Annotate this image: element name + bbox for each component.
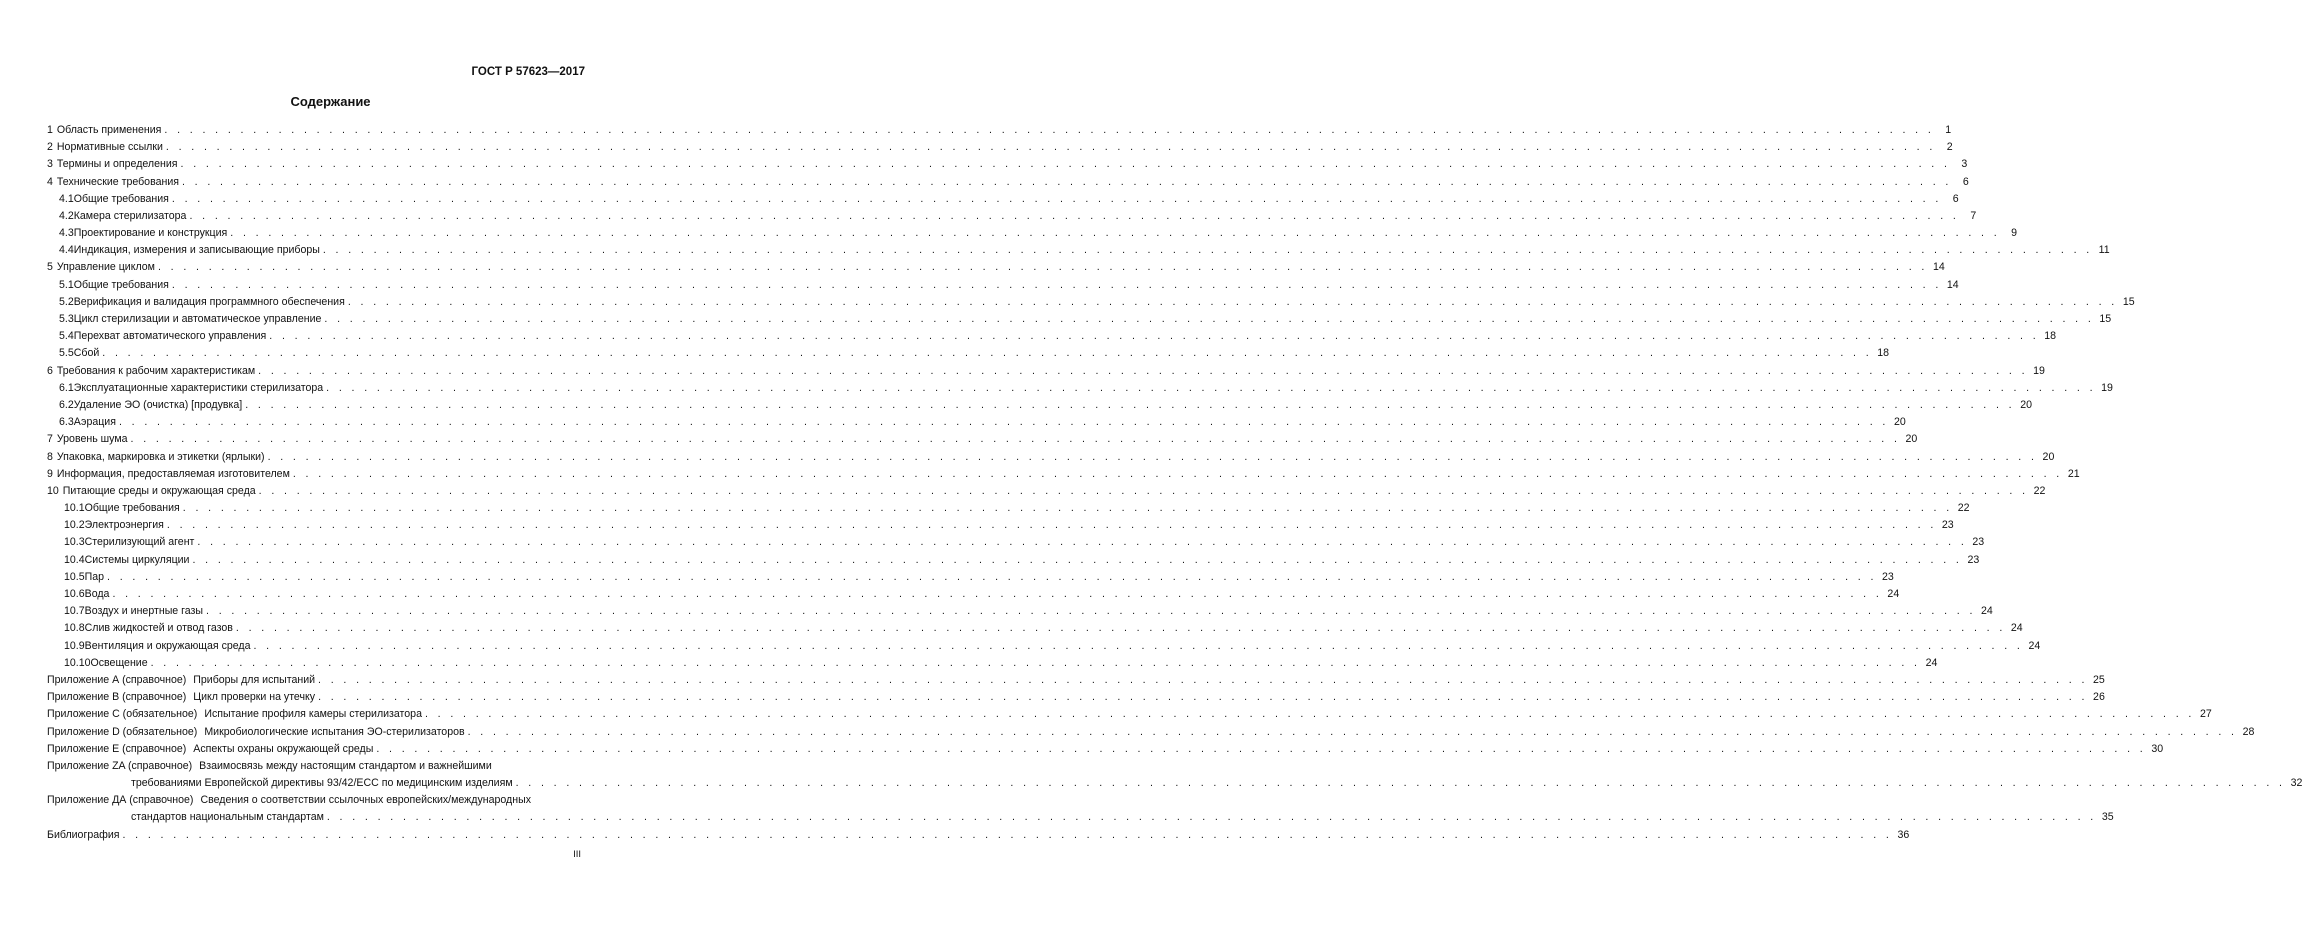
- toc-entry-title: Перехват автоматического управления: [73, 330, 267, 343]
- toc-entry-title: Слив жидкостей и отвод газов: [84, 622, 233, 635]
- toc-entry-number: 5.2: [59, 295, 74, 308]
- toc-entry-page: 6: [1962, 175, 1969, 188]
- toc-leader-dots: [269, 328, 2039, 345]
- toc-leader-dots: [151, 655, 1921, 672]
- toc-entry[interactable]: [47, 655, 1938, 672]
- toc-entry-number: 8: [47, 450, 53, 463]
- toc-entry[interactable]: [47, 672, 2105, 689]
- toc-entry-page: 22: [1957, 502, 1970, 515]
- toc-entry-title: Системы циркуляции: [84, 553, 190, 566]
- toc-leader-dots: [158, 259, 1928, 276]
- toc-entry-page: 1: [1945, 123, 1952, 136]
- toc-entry-page: 14: [1946, 278, 1959, 291]
- toc-entry[interactable]: [47, 517, 1954, 534]
- toc-entry-number: 10.7: [64, 605, 85, 618]
- toc-entry-title: Информация, предоставляемая изготовителем: [56, 467, 290, 480]
- toc-entry-title: Сведения о соответствии ссылочных европейских/международных: [200, 794, 531, 807]
- toc-entry[interactable]: [47, 174, 1969, 191]
- toc-entry-number: 10.6: [64, 588, 85, 601]
- toc-entry-page: 19: [2101, 381, 2113, 394]
- toc-entry-page: 24: [1925, 656, 1938, 669]
- toc-entry-number: Приложение ZA (справочное): [47, 759, 193, 772]
- toc-leader-dots: [183, 500, 1953, 517]
- toc-entry-title: Электроэнергия: [84, 519, 164, 532]
- toc-leader-dots: [425, 706, 2195, 723]
- toc-entry-page: 22: [2033, 484, 2046, 497]
- toc-leader-dots: [327, 809, 2097, 826]
- toc-entry-title: Уровень шума: [56, 433, 128, 446]
- toc-entry-page: 24: [1981, 605, 1993, 618]
- toc-entry[interactable]: [47, 139, 1953, 156]
- toc-entry[interactable]: [47, 689, 2105, 706]
- toc-entry-number: Приложение D (обязательное): [47, 725, 198, 738]
- toc-entry-title: Термины и определения: [56, 158, 178, 171]
- toc-entry-page: 20: [2020, 398, 2033, 411]
- toc-leader-dots: [197, 534, 1967, 551]
- toc-entry-title: Индикация, измерения и записывающие приборы: [73, 244, 320, 257]
- toc-entry-page: 32: [2290, 777, 2302, 790]
- toc-entry-annex-da[interactable]: [47, 792, 2114, 826]
- toc-entry[interactable]: [47, 363, 2045, 380]
- toc-leader-dots: [268, 449, 2038, 466]
- toc-entry-title: Воздух и инертные газы: [84, 605, 204, 618]
- toc-entry-number: 10.10: [64, 656, 91, 669]
- toc-entry-number: Приложение ДА (справочное): [47, 794, 194, 807]
- toc-entry-title: Технические требования: [56, 175, 179, 188]
- toc-entry-number: 10.8: [64, 622, 85, 635]
- toc-entry-number: Приложение А (справочное): [47, 673, 187, 686]
- toc-entry-number: 10.4: [64, 553, 85, 566]
- toc-entry-number: 4.3: [59, 227, 74, 240]
- toc-leader-dots: [376, 741, 2146, 758]
- toc-entry-page: 18: [2044, 330, 2057, 343]
- toc-entry-number: Приложение Е (справочное): [47, 742, 187, 755]
- toc-entry-title: Освещение: [90, 656, 148, 669]
- toc-leader-dots: [112, 586, 1882, 603]
- toc-entry-number: 5.1: [59, 278, 74, 291]
- toc-entry-number: 5.3: [59, 313, 74, 326]
- toc-entry-title: Цикл стерилизации и автоматическое управление: [73, 313, 322, 326]
- toc-leader-dots: [230, 225, 2000, 242]
- toc-entry-title: Упаковка, маркировка и этикетки (ярлыки): [56, 450, 265, 463]
- toc-entry-bibliography[interactable]: [47, 827, 1910, 844]
- toc-entry[interactable]: [47, 483, 2046, 500]
- toc-entry[interactable]: [47, 311, 2112, 328]
- toc-entry-page: 35: [2101, 811, 2114, 824]
- toc-entry[interactable]: [47, 552, 1980, 569]
- toc-entry-title: Требования к рабочим характеристикам: [56, 364, 256, 377]
- toc-entry-number: 5: [47, 261, 53, 274]
- toc-entry-number: 5.5: [59, 347, 74, 360]
- toc-entry-number: 4.2: [59, 209, 74, 222]
- table-of-contents: [47, 122, 2302, 844]
- toc-entry-page: 6: [1952, 192, 1959, 205]
- toc-entry-number: 4: [47, 175, 53, 188]
- toc-entry-page: 26: [2093, 691, 2105, 704]
- toc-entry-number: 3: [47, 158, 53, 171]
- toc-leader-dots: [167, 517, 1937, 534]
- toc-entry[interactable]: [47, 569, 1894, 586]
- toc-leader-dots: [192, 552, 1962, 569]
- toc-entry-title: Вода: [84, 588, 110, 601]
- toc-entry-number: 10.2: [64, 519, 85, 532]
- toc-entry[interactable]: [47, 397, 2033, 414]
- toc-leader-dots: [164, 122, 1934, 139]
- toc-entry-number: Приложение В (справочное): [47, 691, 187, 704]
- toc-entry[interactable]: [47, 380, 2113, 397]
- toc-entry-title: Микробиологические испытания ЭО-стерилизаторов: [204, 725, 465, 738]
- toc-entry-number: Приложение С (обязательное): [47, 708, 198, 721]
- toc-entry-title: Общие требования: [84, 502, 180, 515]
- toc-entry-title: Библиография: [47, 828, 120, 841]
- toc-entry-title-cont: требованиями Европейской директивы 93/42/ЕСС по медицинским изделиям: [131, 777, 513, 790]
- toc-entry-page: 24: [2028, 639, 2041, 652]
- toc-entry[interactable]: [47, 294, 2135, 311]
- toc-entry-number: 6.3: [59, 416, 74, 429]
- toc-entry-title: Цикл проверки на утечку: [193, 691, 316, 704]
- toc-entry-title: Аэрация: [73, 416, 116, 429]
- toc-entry[interactable]: [47, 122, 1952, 139]
- toc-leader-dots: [131, 431, 1901, 448]
- toc-entry-page: 9: [2011, 227, 2018, 240]
- toc-entry-title: Пар: [84, 570, 105, 583]
- toc-leader-dots: [258, 363, 2028, 380]
- toc-entry-title: Проектирование и конструкция: [73, 227, 228, 240]
- toc-entry-title: Эксплуатационные характеристики стерилизатора: [73, 381, 324, 394]
- toc-entry-annex-za[interactable]: [47, 758, 2302, 792]
- toc-entry-title: Приборы для испытаний: [193, 673, 316, 686]
- toc-entry-page: 36: [1897, 828, 1910, 841]
- toc-entry-page: 28: [2242, 725, 2255, 738]
- toc-entry-page: 23: [1882, 570, 1894, 583]
- toc-entry-title: Аспекты охраны окружающей среды: [193, 742, 374, 755]
- toc-entry-title: Взаимосвязь между настоящим стандартом и важнейшими: [199, 759, 492, 772]
- toc-leader-dots: [516, 775, 2286, 792]
- toc-leader-dots: [254, 638, 2024, 655]
- toc-entry[interactable]: [47, 535, 1985, 552]
- toc-entry[interactable]: [47, 449, 2055, 466]
- toc-leader-dots: [189, 208, 1959, 225]
- toc-leader-dots: [468, 724, 2238, 741]
- toc-entry-page: 2: [1946, 141, 1953, 154]
- toc-entry-number: 4.4: [59, 244, 74, 257]
- toc-entry-number: 7: [47, 433, 53, 446]
- toc-entry[interactable]: [47, 724, 2255, 741]
- toc-entry-page: 3: [1961, 158, 1968, 171]
- toc-leader-dots: [182, 174, 1952, 191]
- toc-entry-page: 30: [2151, 742, 2164, 755]
- toc-entry-title-cont: стандартов национальным стандартам: [131, 811, 324, 824]
- toc-leader-dots: [206, 603, 1976, 620]
- toc-entry-number: 6.1: [59, 381, 74, 394]
- toc-entry-title: Общие требования: [73, 192, 169, 205]
- toc-entry-title: Верификация и валидация программного обеспечения: [73, 295, 345, 308]
- toc-entry-title: Испытание профиля камеры стерилизатора: [204, 708, 422, 721]
- toc-entry-number: 6.2: [59, 398, 74, 411]
- toc-leader-dots: [318, 689, 2088, 706]
- toc-entry-title: Сбой: [73, 347, 100, 360]
- toc-entry-page: 23: [1941, 519, 1954, 532]
- toc-entry[interactable]: [47, 500, 1970, 517]
- toc-leader-dots: [122, 827, 1892, 844]
- toc-entry-title: Вентиляция и окружающая среда: [84, 639, 251, 652]
- toc-leader-dots: [172, 277, 1942, 294]
- toc-entry-title: Область применения: [56, 123, 162, 136]
- toc-entry-title: Камера стерилизатора: [73, 209, 187, 222]
- toc-leader-dots: [245, 397, 2015, 414]
- toc-entry[interactable]: [47, 466, 2080, 483]
- toc-entry[interactable]: [47, 277, 1959, 294]
- toc-entry[interactable]: [47, 414, 1906, 431]
- toc-entry-title: Питающие среды и окружающая среда: [62, 484, 256, 497]
- toc-leader-dots: [119, 414, 1889, 431]
- toc-entry-title: Общие требования: [73, 278, 169, 291]
- toc-entry[interactable]: [47, 345, 1890, 362]
- toc-entry-number: 6: [47, 364, 53, 377]
- toc-entry-page: 14: [1932, 261, 1945, 274]
- toc-entry-page: 18: [1877, 347, 1890, 360]
- toc-entry-page: 20: [1905, 433, 1918, 446]
- toc-leader-dots: [107, 569, 1877, 586]
- toc-entry[interactable]: [47, 260, 1945, 277]
- toc-entry-page: 20: [2042, 450, 2055, 463]
- page-number: III: [573, 849, 581, 860]
- toc-title: Содержание: [290, 94, 371, 109]
- toc-entry-number: 10.3: [64, 536, 85, 549]
- toc-entry-number: 10.9: [64, 639, 85, 652]
- toc-entry-page: 19: [2033, 364, 2045, 377]
- toc-entry[interactable]: [47, 706, 2212, 723]
- toc-entry-page: 15: [2099, 313, 2112, 326]
- document-header: ГОСТ Р 57623—2017: [471, 66, 585, 78]
- toc-entry-number: 5.4: [59, 330, 74, 343]
- toc-leader-dots: [181, 156, 1951, 173]
- toc-leader-dots: [172, 191, 1942, 208]
- toc-entry[interactable]: [47, 156, 1968, 173]
- toc-leader-dots: [166, 139, 1936, 156]
- toc-entry-page: 11: [2098, 244, 2110, 257]
- toc-entry-page: 20: [1893, 416, 1906, 429]
- toc-leader-dots: [323, 242, 2093, 259]
- toc-entry[interactable]: [47, 191, 1959, 208]
- toc-leader-dots: [259, 483, 2029, 500]
- toc-leader-dots: [102, 345, 1872, 362]
- toc-entry[interactable]: [47, 431, 1918, 448]
- toc-leader-dots: [236, 620, 2006, 637]
- toc-leader-dots: [324, 311, 2094, 328]
- toc-entry[interactable]: [47, 620, 2023, 637]
- toc-leader-dots: [293, 466, 2063, 483]
- toc-entry-title: Стерилизующий агент: [84, 536, 195, 549]
- toc-entry-number: 10.5: [64, 570, 85, 583]
- toc-entry[interactable]: [47, 586, 1900, 603]
- toc-entry[interactable]: [47, 638, 2041, 655]
- toc-entry-page: 23: [1967, 553, 1980, 566]
- toc-entry-page: 27: [2199, 708, 2212, 721]
- toc-entry-page: 25: [2093, 673, 2105, 686]
- toc-entry-number: 1: [47, 123, 53, 136]
- toc-leader-dots: [318, 672, 2088, 689]
- toc-entry-number: 4.1: [59, 192, 74, 205]
- toc-entry-title: Нормативные ссылки: [56, 141, 163, 154]
- toc-entry-page: 7: [1970, 209, 1977, 222]
- toc-entry-page: 21: [2067, 467, 2080, 480]
- toc-leader-dots: [326, 380, 2096, 397]
- toc-entry[interactable]: [47, 741, 2164, 758]
- toc-entry[interactable]: [47, 603, 1993, 620]
- toc-entry-title: Удаление ЭО (очистка) [продувка]: [73, 398, 243, 411]
- toc-entry-number: 9: [47, 467, 53, 480]
- toc-entry-page: 24: [2010, 622, 2023, 635]
- toc-entry-number: 10: [47, 484, 59, 497]
- toc-entry-title: Управление циклом: [56, 261, 155, 274]
- toc-entry-number: 10.1: [64, 502, 85, 515]
- toc-entry-page: 15: [2122, 295, 2135, 308]
- toc-entry[interactable]: [47, 328, 2057, 345]
- toc-entry-page: 23: [1972, 536, 1985, 549]
- toc-entry-page: 24: [1887, 588, 1900, 601]
- toc-entry[interactable]: [47, 225, 2018, 242]
- toc-entry[interactable]: [47, 242, 2110, 259]
- toc-leader-dots: [348, 294, 2118, 311]
- toc-entry[interactable]: [47, 208, 1977, 225]
- toc-entry-number: 2: [47, 141, 53, 154]
